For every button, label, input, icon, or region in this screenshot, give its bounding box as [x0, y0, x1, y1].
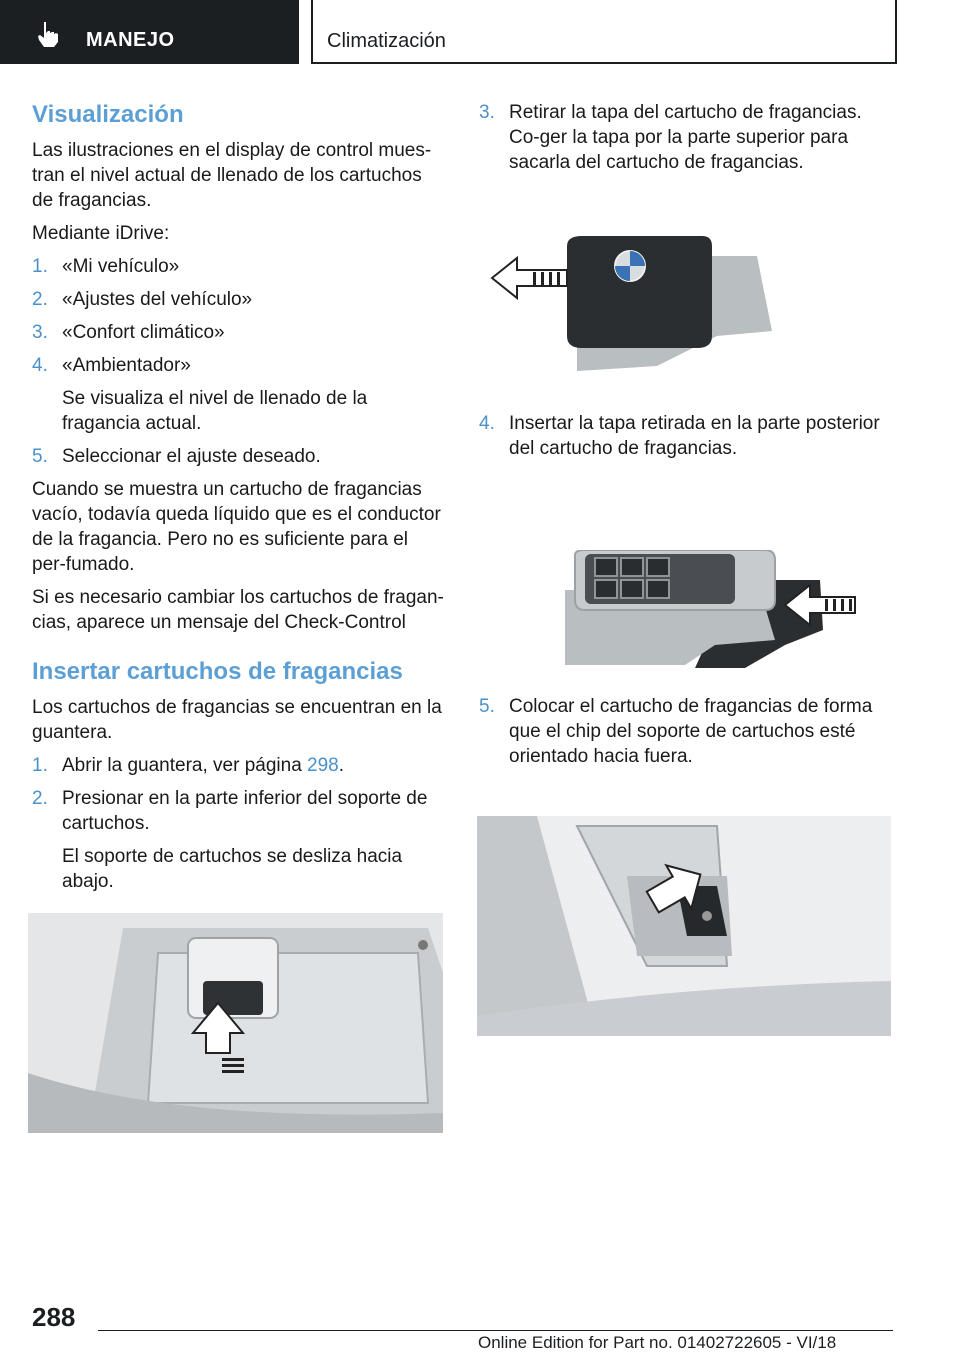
step-text: Colocar el cartucho de fragancias de forma que el chip del soporte de cartuchos esté orientado hacia fuera.: [509, 696, 873, 767]
list-item: [479, 694, 893, 769]
heading-insertar: Insertar cartuchos de fragancias: [32, 658, 403, 685]
chapter-tab: [311, 0, 897, 64]
cartridge-holder-photo: [477, 816, 891, 1036]
section-title: MANEJO: [86, 29, 175, 51]
step-text: «Ambientador»: [62, 355, 191, 376]
list-item: [32, 444, 446, 469]
step-number: 4.: [479, 413, 495, 434]
list-item: [32, 353, 446, 378]
cartridge-cap-insert-illustration: [555, 550, 865, 676]
paragraph-mediante: Mediante iDrive:: [32, 223, 170, 244]
step-number: 2.: [32, 788, 48, 809]
step-text: Insertar la tapa retirada en la parte posterior del cartucho de fragancias.: [509, 413, 880, 459]
list-item: [32, 320, 446, 345]
step-number: 3.: [479, 102, 495, 123]
step-text: Retirar la tapa del cartucho de fragancias. Co-ger la tapa por la parte superior para sacarla del cartucho de fragancias.: [509, 102, 862, 173]
step-text-end: .: [338, 755, 345, 776]
step-number: 3.: [32, 322, 48, 343]
step-text: «Confort climático»: [62, 322, 225, 343]
step-note: Se visualiza el nivel de llenado de la fragancia actual.: [62, 388, 368, 434]
step-number: 4.: [32, 355, 48, 376]
step-number: 5.: [32, 446, 48, 467]
paragraph-vacio: Cuando se muestra un cartucho de fragancias vacío, todavía queda líquido que es el conductor de la fragancia. Pero no es suficiente para el per-fumado.: [32, 479, 441, 575]
list-item: [32, 287, 446, 312]
cartridge-cap-removal-illustration: [487, 236, 797, 382]
step-note: El soporte de cartuchos se desliza hacia abajo.: [62, 846, 403, 892]
step-text: «Mi vehículo»: [62, 256, 180, 277]
step-text: «Ajustes del vehículo»: [62, 289, 253, 310]
footer-divider: [98, 1330, 893, 1331]
list-item: [32, 786, 446, 836]
paragraph-cambiar: Si es necesario cambiar los cartuchos de fragan-cias, aparece un mensaje del Check-Control: [32, 587, 444, 633]
step-number: 5.: [479, 696, 495, 717]
hand-pointer-icon: [36, 20, 62, 48]
step-text: Abrir la guantera, ver página: [62, 755, 308, 776]
section-tab: [0, 0, 299, 64]
edition-text: Online Edition for Part no. 01402722605 - VI/18: [478, 1333, 837, 1352]
chapter-title: Climatización: [327, 30, 446, 52]
left-column: [32, 100, 446, 902]
page-number: 288: [32, 1302, 76, 1332]
list-item: [32, 254, 446, 279]
list-item: [32, 753, 446, 778]
list-item: [479, 100, 893, 175]
step-text: Presionar en la parte inferior del soporte de cartuchos.: [62, 788, 428, 834]
step-number: 1.: [32, 755, 48, 776]
step-number: 1.: [32, 256, 48, 277]
heading-visualizacion: Visualización: [32, 101, 184, 128]
step-number: 2.: [32, 289, 48, 310]
paragraph-guantera: Los cartuchos de fragancias se encuentran en la guantera.: [32, 697, 442, 743]
page-link[interactable]: 298: [307, 755, 339, 776]
list-item: [479, 411, 893, 461]
step-text: Seleccionar el ajuste deseado.: [62, 446, 321, 467]
paragraph-intro: Las ilustraciones en el display de control mues-tran el nivel actual de llenado de los cartuchos de fragancias.: [32, 140, 432, 211]
glovebox-photo: [28, 913, 443, 1133]
